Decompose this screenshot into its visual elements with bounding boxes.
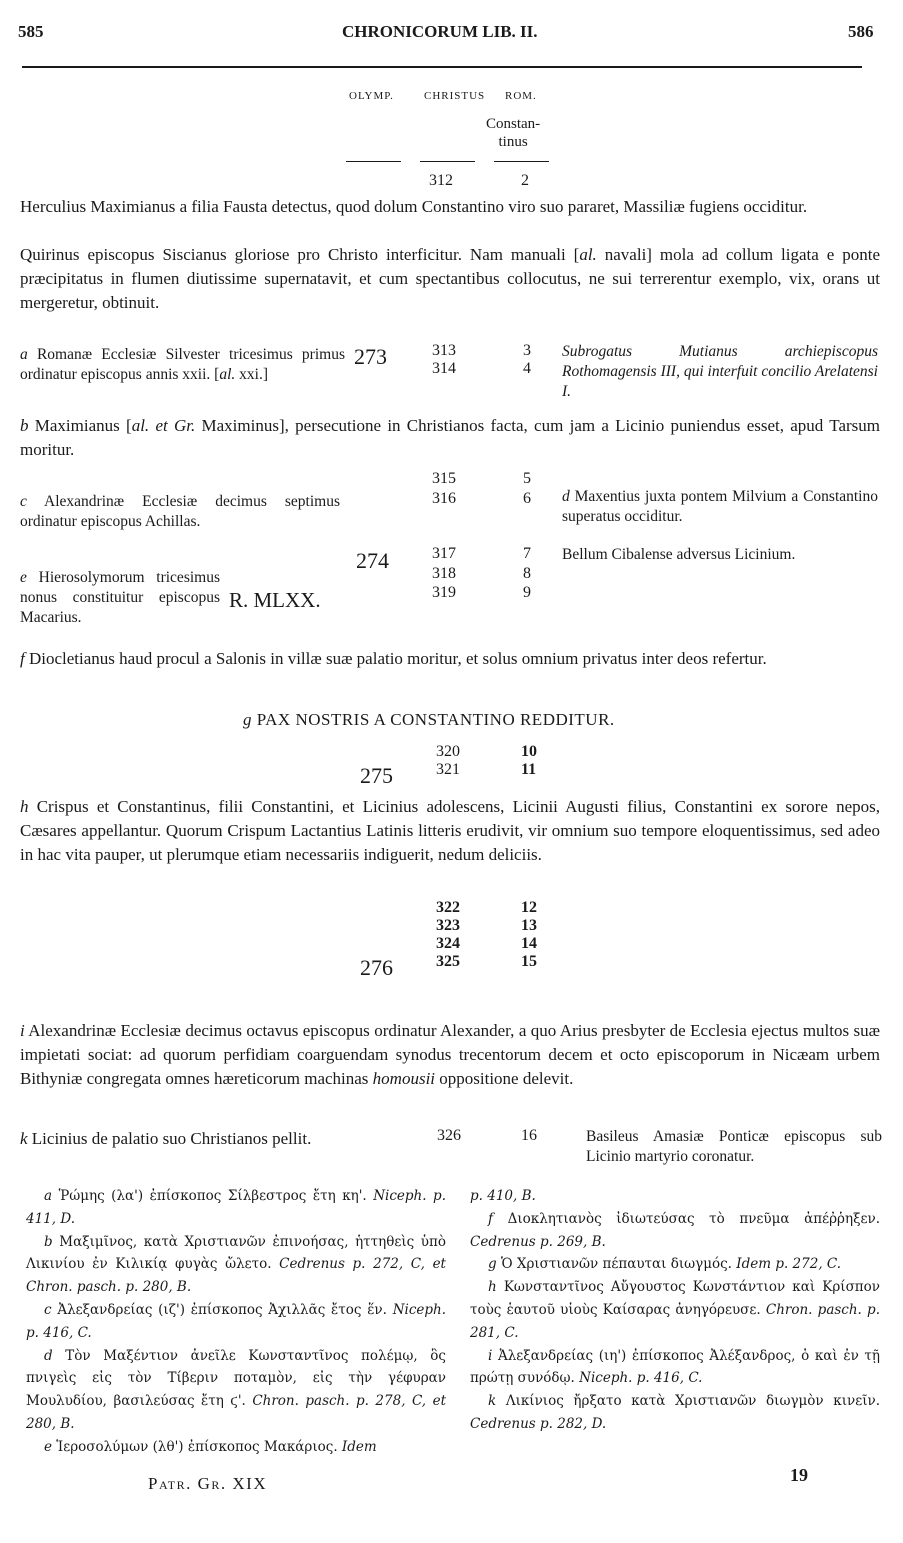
footnote-text: Λικίνιος ἤρξατο κατὰ Χριστιανῶν διωγμὸν κινεῖν. — [496, 1393, 880, 1410]
footnote-source: Cedrenus p. 272, C, et Chron. pasch. p. 280, B. — [26, 1256, 446, 1296]
footnote-text: Ἱεροσολύμων (λθ') ἐπίσκοπος Μακάριος. — [52, 1438, 342, 1455]
year-rom: 12 — [521, 899, 537, 916]
entry-quirinus-al: al. — [579, 245, 597, 264]
entry-licinius-text: Licinius de palatio suo Christianos pellit. — [27, 1129, 312, 1148]
footnote-source: Cedrenus p. 269, B. — [470, 1233, 606, 1250]
footnote-text: Ῥώμης (λα') ἐπίσκοπος Σίλβεστρος ἔτη κη'. — [52, 1188, 374, 1204]
entry-alexander — [20, 1019, 880, 1091]
entry-bellum — [562, 545, 878, 565]
year-rom: 13 — [521, 917, 537, 934]
year-christus: 326 — [437, 1127, 461, 1144]
footnote-source: p. 410, B. — [470, 1188, 536, 1204]
year-rom: 11 — [521, 761, 537, 778]
col-rom-sub: Constan- tinus — [486, 116, 541, 150]
footnote — [26, 1345, 446, 1436]
footnote-letter: k — [488, 1393, 497, 1410]
footnote-letter: h — [488, 1279, 497, 1296]
footnote — [26, 1436, 446, 1459]
entry-licinius-letter: k — [20, 1129, 28, 1148]
footnote-letter: d — [44, 1347, 53, 1364]
entry-maximianus-text-1: Maximianus [ — [28, 416, 132, 435]
year-rom: 15 — [521, 953, 537, 970]
footnote — [470, 1276, 880, 1344]
entry-diocletianus-text: Diocletianus haud procul a Salonis in villæ suæ palatio moritur, et solus omnium privatus inter deos refertur. — [24, 649, 767, 668]
footnote-letter: a — [44, 1188, 53, 1204]
footnote-letter: b — [44, 1233, 53, 1250]
footnote-text: Ἀλεξανδρείας (ιζ') ἐπίσκοπος Ἀχιλλᾶς ἔτος ἕν. — [51, 1301, 393, 1318]
year-rom: 16 — [521, 1127, 537, 1144]
entry-maximianus-letter: b — [20, 416, 29, 435]
entry-alexander-homousii: homousii — [372, 1069, 436, 1088]
running-title: CHRONICORUM LIB. II. — [342, 22, 538, 41]
entry-silvester-text-2: xxi.] — [235, 366, 268, 383]
year-christus: 319 — [432, 584, 456, 601]
entry-mutianus-text: Subrogatus Mutianus archiepiscopus Rothomagensis III, qui interfuit concilio Arelatensi I. — [562, 343, 878, 400]
year-rom: 10 — [521, 743, 537, 760]
footnote-letter: c — [44, 1301, 52, 1318]
footnote-source: Niceph. p. 416, C. — [579, 1370, 703, 1387]
entry-basileus-text: Basileus Amasiæ Ponticæ episcopus sub Licinio martyrio coronatur. — [586, 1128, 882, 1165]
year-rom: 4 — [523, 360, 531, 377]
olympiad-276: 276 — [360, 955, 393, 980]
entry-macarius — [20, 568, 220, 628]
headline-pax — [243, 710, 615, 730]
entry-achillas-text: Alexandrinæ Ecclesiæ decimus septimus ordinatur episcopus Achillas. — [20, 493, 340, 530]
footnote-source: Niceph. p. 416, C. — [26, 1301, 446, 1341]
year-christus: 317 — [432, 545, 456, 562]
gathering-number: 19 — [790, 1465, 808, 1485]
headline-text: PAX NOSTRIS A CONSTANTINO REDDITUR. — [256, 710, 615, 729]
footnote-source: Niceph. p. 411, D. — [26, 1188, 446, 1227]
year-rom: 6 — [523, 490, 531, 507]
col-rule-rom — [494, 161, 549, 162]
col-christus: CHRISTUS — [424, 90, 486, 102]
entry-alexander-letter: i — [20, 1021, 25, 1040]
page-number-left: 585 — [18, 22, 44, 41]
year-christus: 321 — [436, 761, 460, 778]
footnote-source: Chron. pasch. p. 281, C. — [470, 1301, 880, 1341]
entry-silvester-text-1: Romanæ Ecclesiæ Silvester tricesimus primus ordinatur episcopus annis xxii. [ — [20, 346, 345, 383]
year-christus: 322 — [436, 899, 460, 916]
olympiad-273: 273 — [354, 344, 387, 369]
entry-maximianus-al: al. et Gr. — [131, 416, 196, 435]
year-christus: 314 — [432, 360, 456, 377]
footnote — [470, 1390, 880, 1436]
year-christus: 324 — [436, 935, 460, 952]
entry-maxentius — [562, 487, 878, 527]
footnote — [470, 1345, 880, 1391]
headline-letter: g — [243, 710, 252, 729]
header-rule — [22, 66, 862, 68]
col-olymp: OLYMP. — [349, 90, 394, 102]
year-christus: 315 — [432, 470, 456, 487]
footnote-letter: e — [44, 1438, 52, 1455]
olympiad-275: 275 — [360, 763, 393, 788]
footnote-text: Ὁ Χριστιανῶν πέπαυται διωγμός. — [496, 1256, 737, 1273]
year-christus: 313 — [432, 342, 456, 359]
year-christus: 318 — [432, 565, 456, 582]
footnote — [470, 1208, 880, 1254]
entry-diocletianus — [20, 647, 880, 671]
footnote-text: Κωνσταντῖνος Αὔγουστος Κωνστάντιον καὶ Κρίσπον τοὺς ἑαυτοῦ υἱοὺς Καίσαρας ἀνηγόρευσε. — [470, 1279, 880, 1318]
entry-achillas — [20, 492, 340, 532]
footnote-letter: f — [488, 1210, 493, 1227]
printer-signature: Patr. Gr. XIX — [148, 1474, 268, 1493]
footnote-text: Μαξιμῖνος, κατὰ Χριστιανῶν ἐπινοήσας, ἡττηθεὶς ὑπὸ Λικινίου ἐν Κιλικίᾳ φυγὰς ὤλετο. — [26, 1233, 446, 1273]
entry-licinius — [20, 1127, 355, 1151]
entry-macarius-letter: e — [20, 569, 27, 586]
footnote-source: Idem — [341, 1438, 377, 1455]
year-christus: 316 — [432, 490, 456, 507]
footnote-text: Διοκλητιανὸς ἰδιωτεύσας τὸ πνεῦμα ἀπέῤῥηξεν. — [493, 1210, 880, 1227]
col-rule-olymp — [346, 161, 401, 162]
footnotes-left — [26, 1185, 446, 1459]
footnote — [470, 1253, 880, 1276]
footnote-letter: i — [488, 1347, 493, 1364]
entry-alexander-end: oppositione delevit. — [435, 1069, 574, 1088]
year-christus: 320 — [436, 743, 460, 760]
year-christus: 325 — [436, 953, 460, 970]
entry-quirinus-text-2: navali] mola ad collum ligata e ponte præcipitatus in flumen diutissime supernatavit, et cum spectantibus collocutus, ne sui terrerentur exemplo, vix, orans ut mergeretur, obtinuit. — [20, 245, 880, 312]
entry-maximianus-text-2: Maximinus], persecutione in Christianos facta, cum jam a Licinio puniendus esset, apud Tarsum moritur. — [20, 416, 881, 459]
year-rom: 14 — [521, 935, 537, 952]
entry-crispus-text: Crispus et Constantinus, filii Constantini, et Licinius adolescens, Licinii Augusti filius, Constantini ex sorore nepos, Cæsares appellantur. Quorum Crispum Lactantius Latinis litteris erudivit, vir omnium suo tempore eloquentissimus, sed adeo in hac vita pauper, ut plerumque etiam necessariis indiguerit, nedum deliciis. — [20, 797, 880, 864]
footnote — [26, 1231, 446, 1299]
col-rule-christus — [420, 161, 475, 162]
entry-crispus-letter: h — [20, 797, 29, 816]
footnote — [470, 1185, 880, 1208]
entry-diocletianus-letter: f — [20, 649, 25, 668]
entry-quirinus-text-1: Quirinus episcopus Siscianus gloriose pro Christo interficitur. Nam manuali [ — [20, 245, 580, 264]
year-rom: 3 — [523, 342, 531, 359]
entry-herculius — [20, 195, 880, 219]
footnote — [26, 1299, 446, 1345]
entry-maxentius-letter: d — [562, 488, 570, 505]
footnote-text: Ἀλεξανδρείας (ιη') ἐπίσκοπος Ἀλέξανδρος, ὁ καὶ ἐν τῇ πρώτῃ συνόδῳ. — [470, 1347, 880, 1387]
entry-silvester-letter: a — [20, 346, 28, 363]
footnote-text: Τὸν Μαξέντιον ἀνεῖλε Κωνσταντῖνος πολέμῳ, ὃς πνιγεὶς εἰς τὸν Τίβεριν ποταμὸν, εἰς τὴν γέφυραν Μουλυδίου, βασιλεύσας ἔτη ϛ'. — [26, 1347, 446, 1410]
footnote-source: Cedrenus p. 282, D. — [470, 1415, 607, 1432]
col-rom: ROM. — [505, 90, 537, 102]
olympiad-274: 274 — [356, 548, 389, 573]
footnotes-right — [470, 1185, 880, 1436]
entry-macarius-text: Hierosolymorum tricesimus nonus constituitur episcopus Macarius. — [20, 569, 220, 626]
entry-crispus — [20, 795, 880, 867]
entry-mutianus — [562, 342, 878, 402]
entry-herculius-text: Herculius Maximianus a filia Fausta detectus, quod dolum Constantino viro suo pararet, Massiliæ fugiens occiditur. — [20, 197, 808, 216]
entry-bellum-text: Bellum Cibalense adversus Licinium. — [562, 546, 796, 563]
entry-basileus — [586, 1127, 882, 1167]
year-rom: 2 — [521, 172, 529, 189]
footnote-source: Idem p. 272, C. — [736, 1256, 842, 1273]
year-rom: 9 — [523, 584, 531, 601]
year-christus: 323 — [436, 917, 460, 934]
entry-silvester-al: al. — [219, 366, 236, 383]
footnote-letter: g — [488, 1256, 497, 1273]
page-number-right: 586 — [848, 22, 874, 41]
footnote-source: Chron. pasch. p. 278, C, et 280, B. — [26, 1393, 446, 1432]
entry-silvester — [20, 345, 345, 385]
entry-alexander-text: Alexandrinæ Ecclesiæ decimus octavus episcopus ordinatur Alexander, a quo Arius presbyter de Ecclesia ejectus multos suæ impietati sociat: ad quorum perfidiam coarguendam synodus trecentorum decem et octo episcoporum in Nicæam urbem Bithyniæ congregata omnes hæreticorum machinas — [20, 1021, 880, 1088]
year-christus: 312 — [429, 172, 453, 189]
entry-quirinus — [20, 243, 880, 315]
entry-achillas-letter: c — [20, 493, 27, 510]
footnote — [26, 1185, 446, 1231]
year-rom: 8 — [523, 565, 531, 582]
signature-mark: R. MLXX. — [229, 588, 321, 612]
entry-maximianus — [20, 414, 880, 462]
year-rom: 5 — [523, 470, 531, 487]
year-rom: 7 — [523, 545, 531, 562]
entry-maxentius-text: Maxentius juxta pontem Milvium a Constantino superatus occiditur. — [562, 488, 878, 525]
